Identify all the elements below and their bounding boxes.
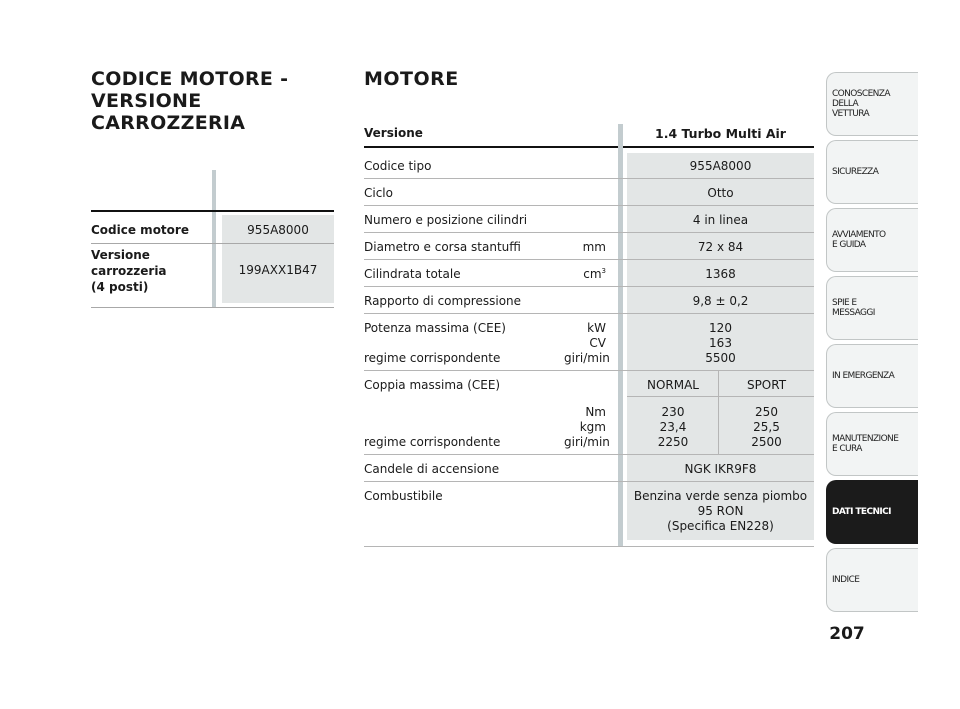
section-title-motore: MOTORE bbox=[364, 68, 459, 90]
row-value-ciclo: Otto bbox=[707, 186, 734, 200]
tab-avviamento-guida[interactable] bbox=[826, 208, 918, 272]
row-value-codice-motore: 955A8000 bbox=[247, 223, 309, 237]
row-unit-mm: mm bbox=[582, 240, 606, 254]
row-divider bbox=[364, 370, 814, 371]
tab-label: IN EMERGENZA bbox=[832, 371, 895, 381]
row-divider bbox=[627, 396, 814, 397]
row-label-potenza-massima: Potenza massima (CEE) bbox=[364, 321, 506, 335]
tab-spie-messaggi[interactable] bbox=[826, 276, 918, 340]
row-value-candele: NGK IKR9F8 bbox=[684, 462, 757, 476]
row-unit-cm3 bbox=[564, 267, 606, 281]
row-divider bbox=[364, 313, 814, 314]
row-units-nm-kgm: Nm kgm bbox=[579, 405, 606, 434]
row-value-rapporto-compressione: 9,8 ± 0,2 bbox=[692, 294, 749, 308]
row-divider bbox=[364, 259, 814, 260]
tab-label: CONOSCENZA DELLA VETTURA bbox=[832, 89, 890, 119]
engine-spec-table bbox=[364, 124, 814, 549]
table-column-bar bbox=[212, 170, 216, 308]
header-label-versione: Versione bbox=[364, 126, 423, 140]
coppia-normal-values: 230 23,4 2250 bbox=[657, 405, 689, 449]
row-label-cilindrata: Cilindrata totale bbox=[364, 267, 461, 281]
table-column-bar bbox=[618, 124, 623, 546]
tab-indice[interactable] bbox=[826, 548, 918, 612]
row-label-versione-carrozzeria: Versione carrozzeria (4 posti) bbox=[91, 248, 167, 294]
row-unit-giri-min: giri/min bbox=[564, 435, 610, 449]
row-value-cilindrata: 1368 bbox=[705, 267, 736, 281]
row-label-codice-tipo: Codice tipo bbox=[364, 159, 432, 173]
row-value-cilindri: 4 in linea bbox=[692, 213, 749, 227]
table-bottom-rule bbox=[364, 546, 814, 547]
row-value-diametro-corsa: 72 x 84 bbox=[697, 240, 744, 254]
tab-dati-tecnici[interactable] bbox=[826, 480, 918, 544]
row-label-coppia-massima: Coppia massima (CEE) bbox=[364, 378, 501, 392]
row-label-combustibile: Combustibile bbox=[364, 489, 443, 503]
tab-conoscenza-vettura[interactable] bbox=[826, 72, 918, 136]
tab-in-emergenza[interactable] bbox=[826, 344, 918, 408]
row-divider bbox=[91, 307, 334, 308]
tab-label: MANUTENZIONE E CURA bbox=[832, 434, 899, 454]
row-label-rapporto-compressione: Rapporto di compressione bbox=[364, 294, 522, 308]
section-title-codice-motore: CODICE MOTORE - VERSIONE CARROZZERIA bbox=[91, 68, 289, 134]
tab-label: SPIE E MESSAGGI bbox=[832, 298, 875, 318]
row-value-codice-tipo: 955A8000 bbox=[689, 159, 752, 173]
row-divider bbox=[364, 481, 814, 482]
tab-label: SICUREZZA bbox=[832, 167, 879, 177]
coppia-sport-header: SPORT bbox=[746, 378, 787, 392]
page-number: 207 bbox=[829, 624, 865, 644]
row-label-candele: Candele di accensione bbox=[364, 462, 500, 476]
coppia-normal-header: NORMAL bbox=[646, 378, 699, 392]
row-divider bbox=[364, 232, 814, 233]
tab-label: AVVIAMENTO E GUIDA bbox=[832, 230, 886, 250]
row-label-regime-coppia: regime corrispondente bbox=[364, 435, 501, 449]
row-units-kw-cv: kW CV bbox=[587, 321, 606, 350]
table-header-rule bbox=[364, 146, 814, 148]
tab-label: INDICE bbox=[832, 575, 860, 585]
row-label-regime-potenza: regime corrispondente bbox=[364, 351, 501, 365]
row-label-codice-motore: Codice motore bbox=[91, 223, 189, 237]
tab-label: DATI TECNICI bbox=[832, 507, 891, 517]
row-value-combustibile: Benzina verde senza piombo 95 RON (Specifica EN228) bbox=[633, 489, 808, 533]
row-label-cilindri: Numero e posizione cilindri bbox=[364, 213, 528, 227]
row-divider bbox=[364, 178, 814, 179]
row-label-ciclo: Ciclo bbox=[364, 186, 393, 200]
tab-sicurezza[interactable] bbox=[826, 140, 918, 204]
tab-manutenzione-cura[interactable] bbox=[826, 412, 918, 476]
row-divider bbox=[364, 286, 814, 287]
header-value-version: 1.4 Turbo Multi Air bbox=[655, 126, 786, 141]
coppia-sport-values: 250 25,5 2500 bbox=[751, 405, 782, 449]
row-divider bbox=[91, 243, 334, 244]
row-divider bbox=[364, 454, 814, 455]
row-unit-giri-min: giri/min bbox=[564, 351, 610, 365]
row-value-potenza-massima: 120 163 5500 bbox=[705, 321, 736, 365]
row-label-diametro-corsa: Diametro e corsa stantuffi bbox=[364, 240, 521, 254]
engine-code-table bbox=[91, 170, 334, 310]
unit-superscript: 3 bbox=[601, 267, 606, 275]
table-top-rule bbox=[91, 210, 334, 212]
row-value-versione-carrozzeria: 199AXX1B47 bbox=[238, 263, 318, 277]
row-divider bbox=[364, 205, 814, 206]
unit-cm: cm bbox=[583, 267, 602, 281]
